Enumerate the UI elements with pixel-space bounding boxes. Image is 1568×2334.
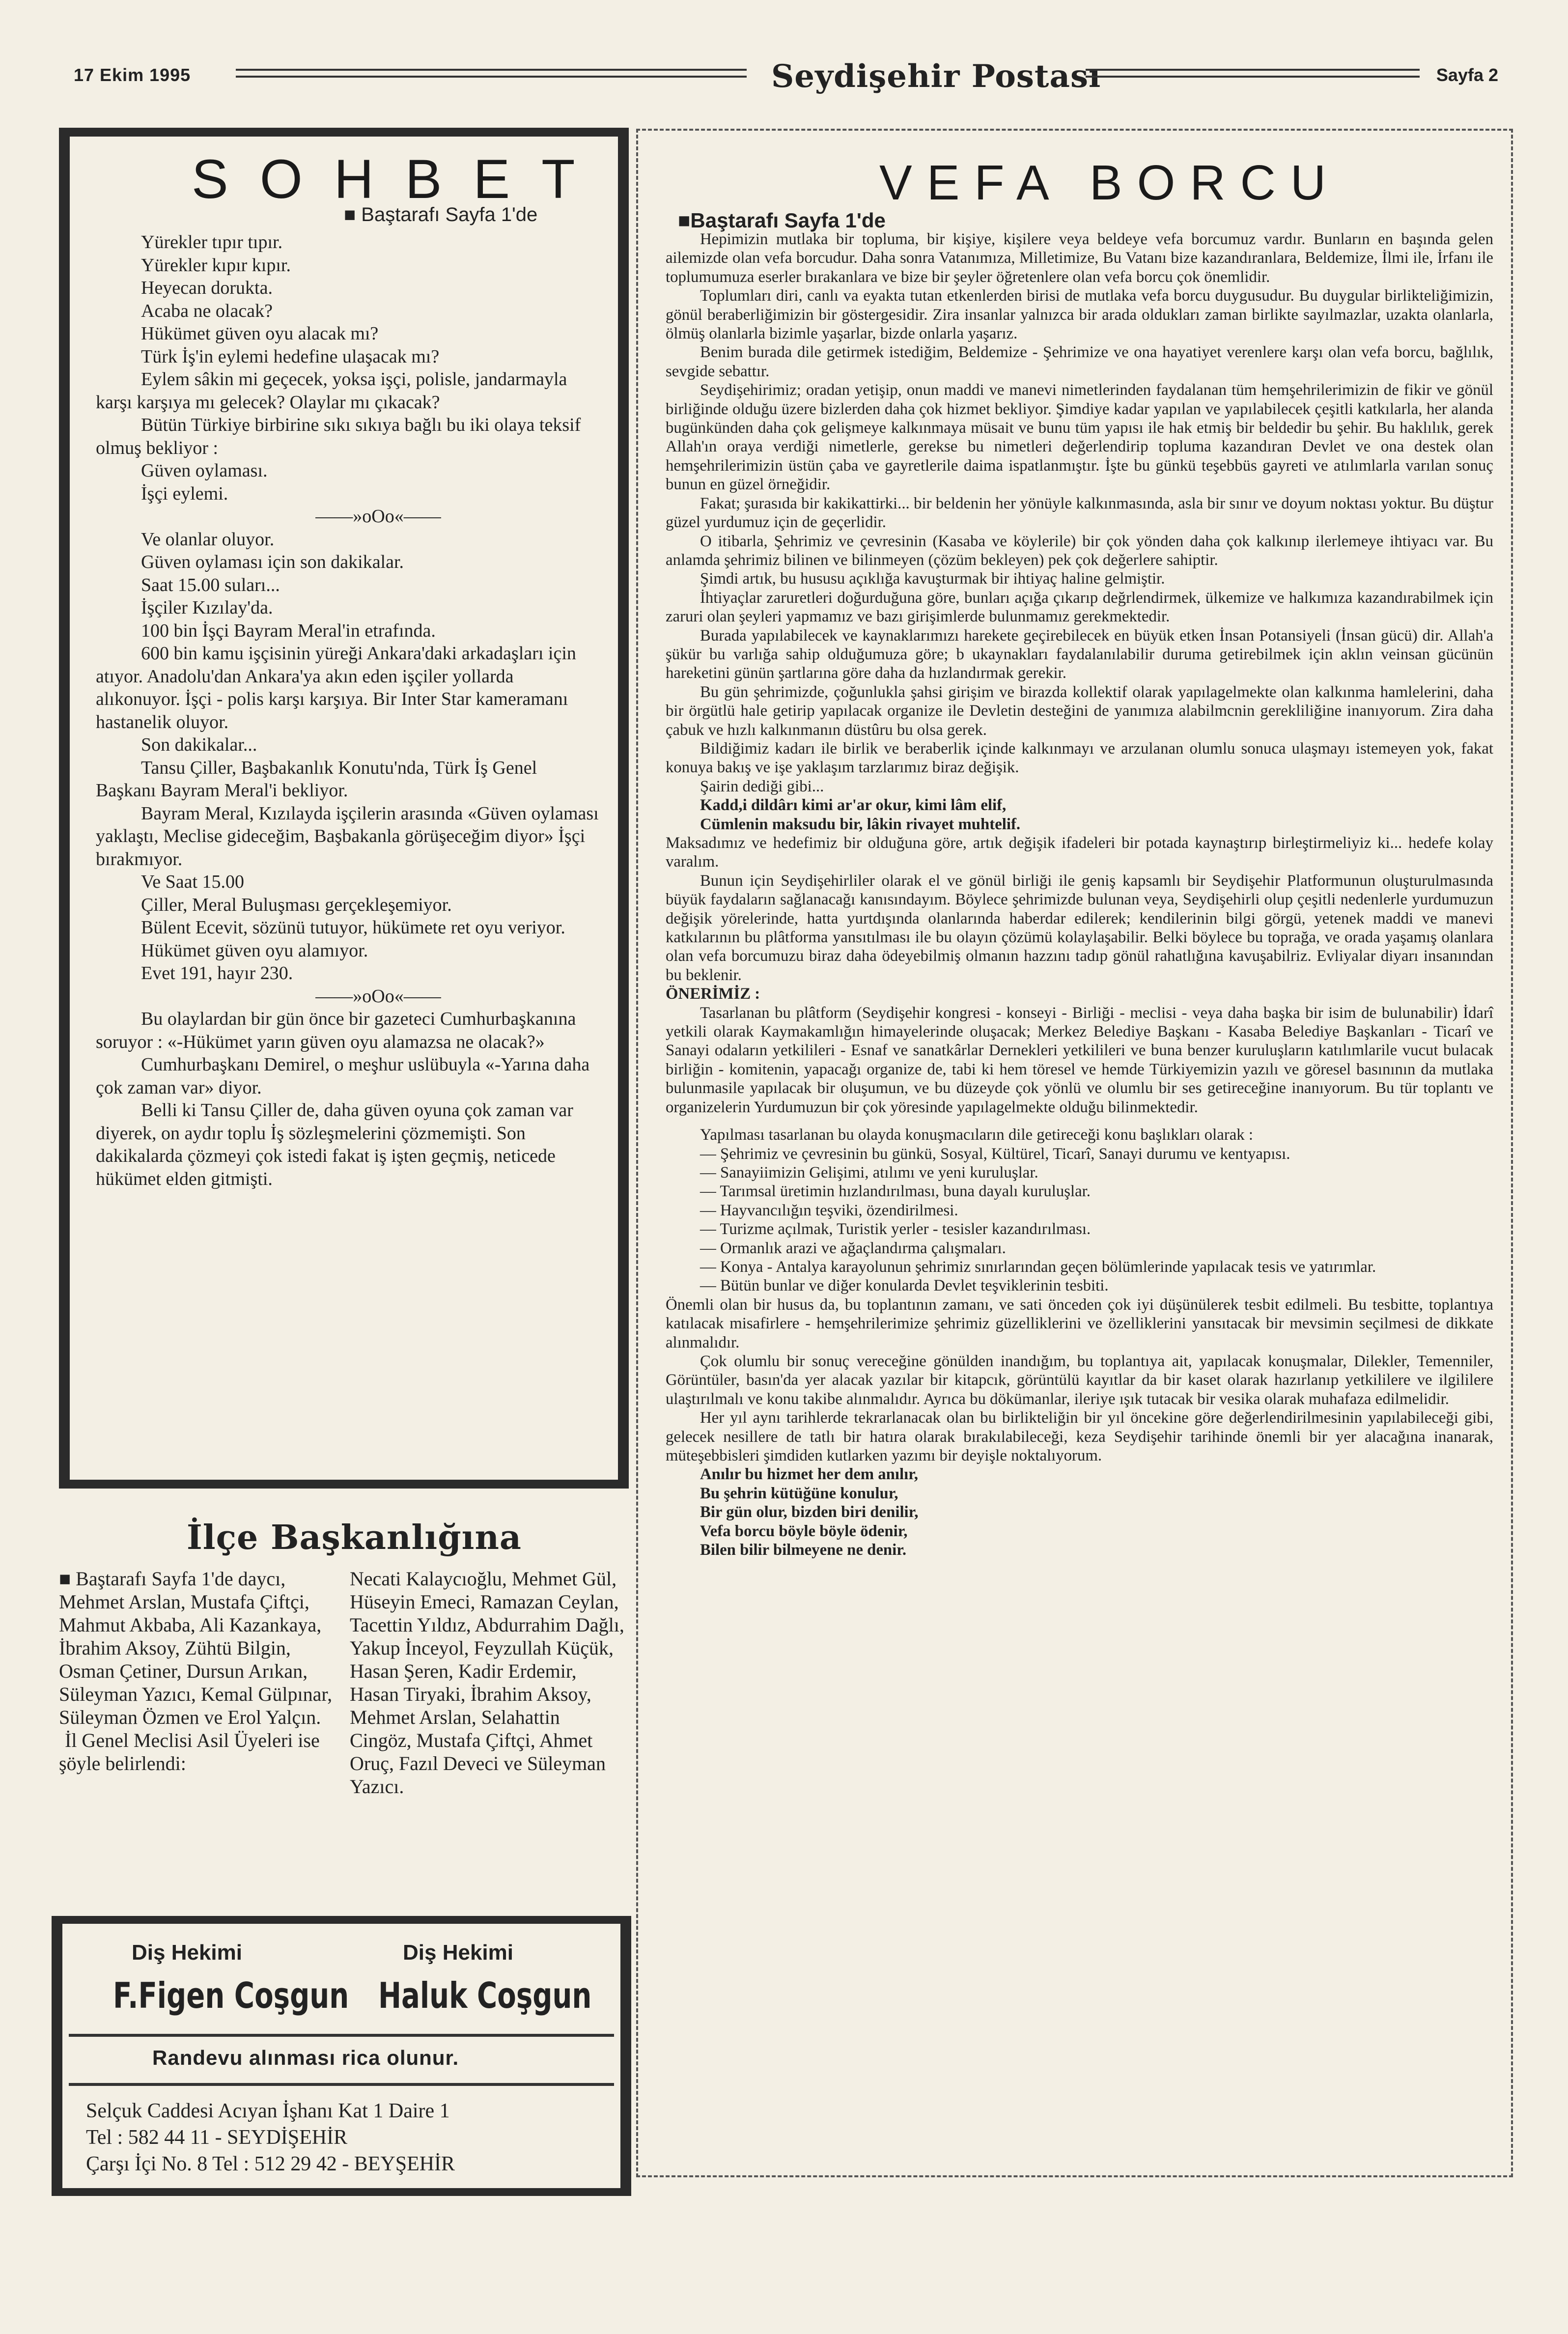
sohbet-line: Acaba ne olacak?	[141, 300, 273, 321]
vefa-paragraph: Her yıl aynı tarihlerde tekrarlanacak olan bu birlikteliğin bir yıl öncekine göre değerlendirilmesinin yapılabileceği gibi, gelecek nesillere de tatlı bir hatıra olarak bırakılabileceği, keza Seydişehir tarihinde önemli bir yer alacağına inanarak, müteşebbisleri şimdiden kutlarken yazımı bir deyişle noktalıyorum.	[666, 1409, 1493, 1464]
vefa-paragraph: Yapılması tasarlanan bu olayda konuşmacıların dile getireceği konu başlıkları olarak :	[700, 1126, 1254, 1144]
list-item: — Şehrimiz ve çevresinin bu günkü, Sosyal, Kültürel, Ticarî, Sanayi durumu ve kentyapısı.	[700, 1145, 1290, 1163]
ilce-column-1	[59, 1567, 334, 1775]
list-item: — Sanayiimizin Gelişimi, atılımı ve yeni kuruluşlar.	[700, 1163, 1038, 1181]
list-item: — Ormanlık arazi ve ağaçlandırma çalışmaları.	[700, 1239, 1006, 1257]
vefa-ref-text: Baştarafı Sayfa 1'de	[690, 209, 886, 232]
ilce-col1-body: Baştarafı Sayfa 1'de daycı, Mehmet Arslan, Mustafa Çiftçi, Mahmut Akbaba, Ali Kazankaya, İbrahim Aksoy, Zühtü Bilgin, Osman Çetiner, Dursun Arıkan, Süleyman Yazıcı, Kemal Gülpınar, Süleyman Özmen ve Erol Yalçın.	[59, 1568, 333, 1728]
sohbet-line: 100 bin İşçi Bayram Meral'in etrafında.	[141, 620, 436, 641]
sohbet-line: Evet 191, hayır 230.	[141, 963, 293, 984]
sohbet-line: Güven oylaması için son dakikalar.	[141, 552, 404, 572]
sohbet-line: Son dakikalar...	[141, 734, 257, 755]
ad-address-line: Çarşı İçi No. 8 Tel : 512 29 42 - BEYŞEHİR	[86, 2153, 455, 2175]
list-item: — Tarımsal üretimin hızlandırılması, buna dayalı kuruluşlar.	[700, 1182, 1091, 1201]
sohbet-line: Tansu Çiller, Başbakanlık Konutu'nda, Türk İş Genel Başkanı Bayram Meral'i bekliyor.	[96, 757, 537, 801]
list-item: — Hayvancılığın teşviki, özendirilmesi.	[700, 1201, 958, 1219]
vefa-paragraph: Burada yapılabilecek ve kaynaklarımızı harekete geçirebilecek en büyük etken İnsan Potansiyeli (İnsan gücü) dir. Allah'a şükür bu varlığa sahip olduğumuza göre; b ukaynakları faydalanılabilir duruma getirebilmek için aklın veinsan gücünün hareketini günün şartlarına göre daha da hızlandırmak gerekir.	[666, 626, 1493, 682]
issue-date: 17 Ekim 1995	[74, 65, 191, 85]
list-item: — Bütün bunlar ve diğer konularda Devlet teşviklerinin tesbiti.	[700, 1277, 1109, 1295]
sohbet-line: Bütün Türkiye birbirine sıkı sıkıya bağlı bu iki olaya teksif olmuş bekliyor :	[96, 415, 581, 458]
sohbet-line: Ve olanlar oluyor.	[141, 529, 275, 550]
sohbet-line: Çiller, Meral Buluşması gerçekleşemiyor.	[141, 894, 452, 915]
vefa-continued-ref: ■Baştarafı Sayfa 1'de	[678, 209, 886, 232]
sohbet-line: Hükümet güven oyu alamıyor.	[141, 940, 368, 961]
page-header	[74, 58, 1498, 97]
ilce-column-2	[350, 1567, 625, 1798]
vefa-paragraph: O itibarla, Şehrimiz ve çevresinin (Kasaba ve köylerile) bir çok yönden daha çok kalkınıp ilerlemeye ihtiyacı var. Bu anlamda şehrimiz bilinen ve bilinmeyen (çözüm bekleyen) pek çok değerlere sahiptir.	[666, 532, 1493, 569]
list-item: — Konya - Antalya karayolunun şehrimiz sınırlarından geçen bölümlerinde yapılacak tesis ve yatırımlar.	[700, 1258, 1376, 1276]
ilce-col1-text: ■ Baştarafı Sayfa 1'de daycı, Mehmet Arslan, Mustafa Çiftçi, Mahmut Akbaba, Ali Kazankaya, İbrahim Aksoy, Zühtü Bilgin, Osman Çetiner, Dursun Arıkan, Süleyman Yazıcı, Kemal Gülpınar, Süleyman Özmen ve Erol Yalçın.	[59, 1568, 333, 1728]
ad-right-title: Diş Hekimi	[403, 1940, 513, 1965]
sohbet-line: İşçi eylemi.	[141, 483, 228, 504]
header-rule-left	[236, 69, 747, 78]
vefa-paragraph: Fakat; şurasıda bir kakikattirki... bir beldenin her yönüyle kalkınmasında, asla bir sınır ve doyum noktası yoktur. Bu düştur güzel yurdumuz için de geçerlidir.	[666, 494, 1493, 532]
vefa-paragraph: Maksadımız ve hedefimiz bir olduğuna göre, artık değişik ifadeleri bir potada kaynaştırıp birleştirmeliyiz ki... hedefe kolay varalım.	[666, 834, 1493, 871]
sohbet-line: Bülent Ecevit, sözünü tutuyor, hükümete ret oyu veriyor.	[141, 917, 565, 938]
vefa-paragraph: Bildiğimiz kadarı ile birlik ve beraberlik içinde kalkınmayı ve arzulanan olumlu sonuca ulaşmayı istemeyen yok, fakat konuya bakış ve işe yaklaşım tarzlarımız biraz değişik.	[666, 739, 1493, 777]
sohbet-line: Ve Saat 15.00	[141, 872, 245, 892]
sohbet-line: Eylem sâkin mi geçecek, yoksa işçi, polisle, jandarmayla karşı karşıya mı gelecek? Olaylar mı çıkacak?	[96, 369, 567, 413]
vefa-paragraph: Seydişehirimiz; oradan yetişip, onun maddi ve manevi nimetlerinden faydalanan tüm hemşehrilerimizin de fikir ve gönül birliğinde olduğu üzere bizlerden daha çok hizmet bekliyor. Şimdiye kadar yapılan ve yapılabilecek çeşitli katkılarla, her alanda bugünkünden daha çok gelişmeye kalkınmaya müsait ve bunu tüm yapısı ile hak etmiş bir beldedir bu şehir. Bu haklılık, gerek Allah'ın oraya verdiği nimetlerle, gerekse bu nimetleri değerlendirip topluma kazandıran Devlet ve ona destek olan hemşehrilerimizin üstün çaba ve gayretlerile daima ispatlanmıştır. İşte bu günkü teşebbüs gayreti ve atılımlarla varılan sonuç bunun en güzel örneğidir.	[666, 381, 1493, 494]
vefa-paragraph: Bu gün şehrimizde, çoğunlukla şahsi girişim ve birazda kollektif olarak yapılagelmekte olan kalkınma hamlelerini, daha bir örgütlü hale getirip yapılacak organize ile Devletin desteğini de yanımıza alabilmcnin gerekliliğine inanıyorum. Zira daha çabuk ve hızlı kalkınmanın düstûru bu olsa gerek.	[666, 683, 1493, 739]
ad-left-title: Diş Hekimi	[132, 1940, 242, 1965]
vefa-paragraph: Toplumları diri, canlı va eyakta tutan etkenlerden birisi de mutlaka vefa borcu duygusudur. Bu duygular birlikteliğimizin, gönül beraberliğimizin bir göstergesidir. Zira insanlar yalnızca bir arada oldukları zaman birlikte sayılmazlar, uzakta olanlarla, ölmüş olanlarla bizimle yaşarlar, bizde onlarla yaşarız.	[666, 287, 1493, 343]
ad-address	[86, 2098, 455, 2177]
page-number: Sayfa 2	[1436, 65, 1498, 85]
sohbet-line: Yürekler tıpır tıpır.	[141, 232, 283, 253]
vefa-subheading: ÖNERİMİZ :	[666, 985, 760, 1003]
ad-appointment-note: Randevu alınması rica olunur.	[152, 2046, 459, 2069]
vefa-paragraph: Hepimizin mutlaka bir topluma, bir kişiye, kişilere veya beldeye vefa borcumuz vardır. Bunların en başında gelen ailemizde olan vefa borcudur. Daha sonra Vatanımıza, Milletimize, Bu Vatanı bize kazandıranlara, Beldemize, İlmi ile, İrfanı ile toplumumuza eserler bırakanlara ve bize bir şeyler öğretenlere olan vefa borcu çok önemlidir.	[666, 230, 1493, 286]
masthead: Seydişehir Postası	[771, 58, 1101, 95]
ad-address-line: Tel : 582 44 11 - SEYDİŞEHİR	[86, 2126, 348, 2149]
ilce-col2-text: Necati Kalaycıoğlu, Mehmet Gül, Hüseyin Emeci, Ramazan Ceylan, Tacettin Yıldız, Abdurrahim Dağlı, Yakup İnceyol, Feyzullah Küçük, Hasan Şeren, Kadir Erdemir, Hasan Tiryaki, İbrahim Aksoy, Mehmet Arslan, Selahattin Cingöz, Mustafa Çiftçi, Ahmet Oruç, Fazıl Deveci ve Süleyman Yazıcı.	[350, 1568, 624, 1798]
ad-left-name: F.Figen Coşgun	[113, 1975, 349, 2016]
vefa-paragraph: Şairin dediği gibi...	[700, 777, 824, 795]
sohbet-line: Saat 15.00 suları...	[141, 574, 280, 595]
vefa-body	[666, 230, 1493, 1559]
ad-divider-bottom	[69, 2083, 614, 2086]
header-rule-right	[1086, 69, 1420, 78]
vefa-paragraph: Tasarlanan bu plâtform (Seydişehir kongresi - konseyi - Birliği - meclisi - veya daha başka bir isim de bulunabilir) İdarî yetkili olarak Kaymakamlığın himayelerinde oluşacak; Merkez Belediye Başkanı - Kasaba Belediye Başkanları - Ticarî ve Sanayi odaların yetkilileri - Esnaf ve sanatkârlar Dernekleri yetkilileri ve buna benzer kuruluşların katılımlarile vucut bulacak birliğin - komitenin, yapacağı organize de, tabi ki hem töresel ve hemde Türkiyemizin yazılı ve göresel basınının da mutlaka bulunmasile yapılacak bir oluşumun, ve bu düzeyde çok yönlü ve olumlu bir ses getireceğine inanıyorum. Bu tür toplantı ve organizelerin Yurdumuzun bir çok yöresinde yapılagelmekte olduğu bilinmektedir.	[666, 1004, 1493, 1116]
vefa-verse: Kadd,i dildârı kimi ar'ar okur, kimi lâm elif,	[700, 796, 1007, 815]
vefa-paragraph: İhtiyaçlar zaruretleri doğurduğuna göre, bunları açığa çıkarıp değrlendirmek, ülkemize ve halkımıza kazandırabilmek için zaruri olan şeyleri yapmamız ve bazı girişimlerde bulunmamız gerekmektedir.	[666, 589, 1493, 626]
sohbet-line: Belli ki Tansu Çiller de, daha güven oyuna çok zaman var diyerek, on aydır toplu İş sözleşmelerini çözmemişti. Son dakikalarda çözmeyi çok istedi fakat iş işten geçmiş, neticede hükümet elden gitmişti.	[96, 1100, 573, 1189]
ad-address-line: Selçuk Caddesi Acıyan İşhanı Kat 1 Daire 1	[86, 2100, 450, 2122]
ad-right-name: Haluk Coşgun	[378, 1975, 592, 2016]
sohbet-line: Bu olaylardan bir gün önce bir gazeteci Cumhurbaşkanına soruyor : «-Hükümet yarın güven oyu alamazsa ne olacak?»	[96, 1009, 576, 1052]
sohbet-separator: ——»oOo«——	[315, 506, 441, 527]
list-item: — Turizme açılmak, Turistik yerler - tesisler kazandırılması.	[700, 1220, 1091, 1238]
sohbet-line: 600 bin kamu işçisinin yüreği Ankara'daki arkadaşları için atıyor. Anadolu'dan Ankara'ya akın eden işçiler yollarda alıkonuyor. İşçi - polis karşı karşıya. Bir Inter Star kameramanı hastanelik oluyor.	[96, 643, 576, 732]
sohbet-line: Cumhurbaşkanı Demirel, o meşhur uslübuyla «-Yarına daha çok zaman var» diyor.	[96, 1054, 590, 1098]
sohbet-line: Türk İş'in eylemi hedefine ulaşacak mı?	[141, 346, 440, 367]
sohbet-body	[96, 231, 602, 1190]
sohbet-line: Bayram Meral, Kızılayda işçilerin arasında «Güven oylaması yaklaştı, Meclise gideceğim, Başbakanla görüşeceğim diyor» İşçi bırakmıyor.	[96, 803, 599, 870]
sohbet-line: Hükümet güven oyu alacak mı?	[141, 323, 379, 344]
sohbet-line: Yürekler kıpır kıpır.	[141, 254, 291, 276]
vefa-topic-list	[666, 1145, 1493, 1295]
vefa-closing-line: Bir gün olur, bizden biri denilir,	[700, 1503, 919, 1521]
sohbet-ref-text: Baştarafı Sayfa 1'de	[361, 204, 538, 225]
vefa-title: VEFA BORCU	[879, 155, 1341, 210]
vefa-closing-line: Vefa borcu böyle böyle ödenir,	[700, 1522, 908, 1540]
vefa-paragraph: Benim burada dile getirmek istediğim, Beldemize - Şehrimize ve ona hayatiyet verenlere karşı olan vefa borcu, bağlılık, sevgide sebattır.	[666, 343, 1493, 380]
ilce-col1-tail: İl Genel Meclisi Asil Üyeleri ise şöyle belirlendi:	[59, 1729, 320, 1774]
sohbet-line: Güven oylaması.	[141, 460, 268, 481]
vefa-paragraph: Şimdi artık, bu hususu açıklığa kavuşturmak bir ihtiyaç haline gelmiştir.	[700, 570, 1165, 588]
sohbet-separator: ——»oOo«——	[315, 985, 441, 1007]
vefa-paragraph: Bunun için Seydişehirliler olarak el ve gönül birliği ile geniş kapsamlı bir Seydişehir Platformunun oluşturulmasında büyük faydaların sağlanacağı kanısındayım. Böylece şehrimizde bulunan veya, Seydişehirli olup çeşitli nedenlerle yurdumuzun değişik yörelerinde, hatta yurtdışında olanlarında haberdar edilerek; kendilerinin bilgi görgü, yetenek maddi ve manevi katkılarının bu plâtforma yansıtılması ile bu olayın çözümü kolaylaşabilir. Belki böylece bu toprağa, ve orada yaşamış olanlara olan vefa borcumuzu biraz daha ödeyebilmiş olmanın hazzını tadıp gönül rahatlığına kavuşabilriz. Evliyalar diyarı insanından bu beklenir.	[666, 872, 1493, 984]
sohbet-line: İşçiler Kızılay'da.	[141, 597, 273, 618]
vefa-paragraph: Çok olumlu bir sonuç vereceğine gönülden inandığım, bu toplantıya ait, yapılacak konuşmalar, Dilekler, Temenniler, Görüntüler, basın'da yer alacak yazılar bir kitapcık, görüntülü kayıtlar da bir kaset olarak hazırlanıp yetkililere ve ilgililere ulaştırılmalı ve konu takibe alınmalıdır. Ayrıca bu dökümanlar, ileriye ışık tutacak bir vesika olarak muhafaza edilmelidir.	[666, 1352, 1493, 1408]
vefa-verse: Cümlenin maksudu bir, lâkin rivayet muhtelif.	[700, 815, 1021, 833]
ad-divider-top	[69, 2034, 614, 2037]
sohbet-continued-ref: ■ Baştarafı Sayfa 1'de	[344, 204, 538, 225]
sohbet-line: Heyecan dorukta.	[141, 278, 273, 298]
vefa-closing-line: Bilen bilir bilmeyene ne denir.	[700, 1541, 907, 1559]
vefa-closing-line: Anılır bu hizmet her dem anılır,	[700, 1465, 919, 1484]
vefa-paragraph: Önemli olan bir husus da, bu toplantının zamanı, ve sati önceden çok iyi düşünülerek tesbit edilmeli. Bu tesbitte, toplantıya katılacak misafirlere - hemşehrilerimize şehrimiz güzelliklerini ve özelliklerini yansıtacak bir mevsimin seçilmesi de dikkate alınmalıdır.	[666, 1295, 1493, 1351]
vefa-closing-line: Bu şehrin kütüğüne konulur,	[700, 1484, 898, 1502]
sohbet-title: SOHBET	[192, 148, 607, 210]
ilce-title: İlçe Başkanlığına	[187, 1518, 522, 1557]
